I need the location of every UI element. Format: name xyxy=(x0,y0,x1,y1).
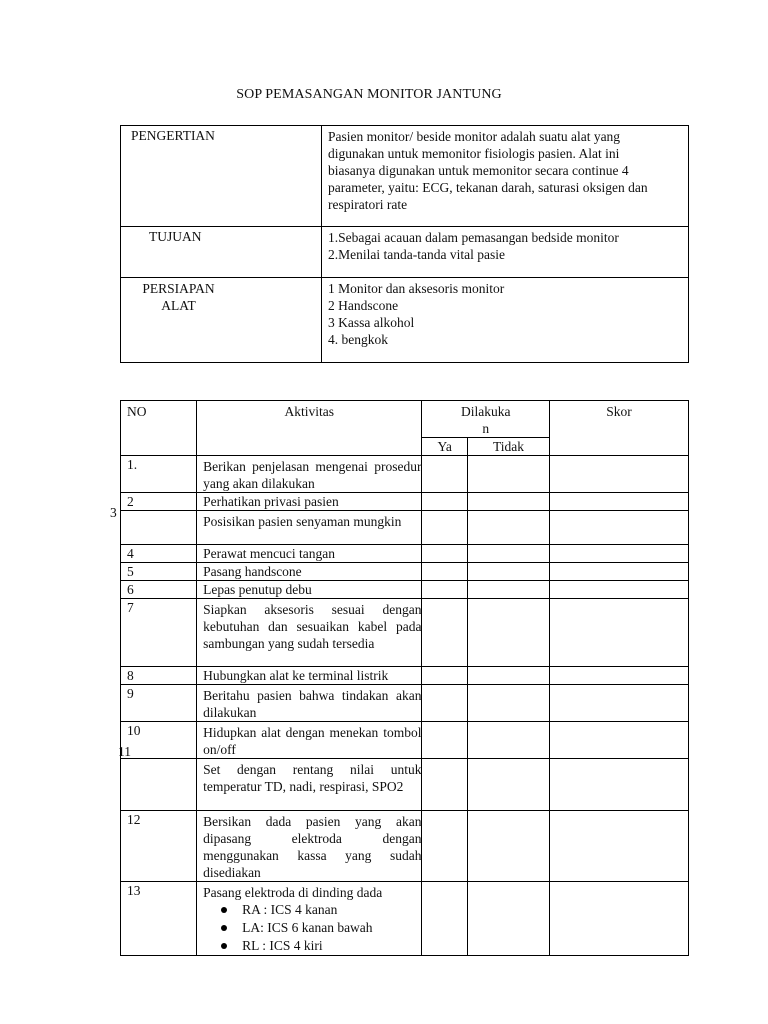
skor-cell xyxy=(550,456,689,493)
table-row xyxy=(121,545,689,563)
ya-cell xyxy=(422,493,467,511)
activity-cell xyxy=(197,581,422,599)
activity-cell xyxy=(197,545,422,563)
row-number-3: 3 xyxy=(110,505,117,520)
row-number: 12 xyxy=(121,811,197,882)
activity-cell xyxy=(197,599,422,667)
skor-cell xyxy=(550,511,689,545)
tidak-cell xyxy=(467,456,549,493)
ya-cell xyxy=(422,759,467,811)
activity-cell xyxy=(197,882,422,956)
persiapan-line: 4. bengkok xyxy=(328,332,388,347)
ya-cell xyxy=(422,563,467,581)
skor-cell xyxy=(550,563,689,581)
pengertian-row xyxy=(121,126,689,227)
document-title: SOP PEMASANGAN MONITOR JANTUNG xyxy=(236,87,502,102)
pengertian-line: Pasien monitor/ beside monitor adalah suatu alat yang xyxy=(328,129,621,144)
ya-cell xyxy=(422,667,467,685)
skor-cell xyxy=(550,759,689,811)
persiapan-line: 2 Handscone xyxy=(328,298,399,313)
tidak-cell xyxy=(467,722,549,759)
activity-text: Pasang elektroda di dinding dada xyxy=(203,885,383,900)
header-no: NO xyxy=(121,401,197,456)
pengertian-label: PENGERTIAN xyxy=(121,126,322,227)
activity-cell xyxy=(197,811,422,882)
bullet-item: RL : ICS 4 kiri xyxy=(242,937,421,955)
header-skor: Skor xyxy=(550,401,689,456)
table-row xyxy=(121,493,689,511)
activity-text: Berikan penjelasan mengenai prosedur yang akan dilakukan xyxy=(203,459,422,491)
definition-table xyxy=(120,125,689,363)
table-row xyxy=(121,759,689,811)
header-aktivitas: Aktivitas xyxy=(197,401,422,456)
tidak-cell xyxy=(467,882,549,956)
row-number: 1. xyxy=(121,456,197,493)
skor-cell xyxy=(550,545,689,563)
persiapan-content xyxy=(322,278,689,363)
skor-cell xyxy=(550,581,689,599)
table-row xyxy=(121,511,689,545)
tujuan-label: TUJUAN xyxy=(121,227,322,278)
activity-cell xyxy=(197,759,422,811)
activity-text: Beritahu pasien bahwa tindakan akan dilakukan xyxy=(203,688,422,720)
header-row xyxy=(121,401,689,438)
header-tidak: Tidak xyxy=(467,438,549,456)
row-number: 7 xyxy=(121,599,197,667)
activity-text: Bersikan dada pasien yang akan dipasang elektroda dengan menggunakan kassa yang sudah disediakan xyxy=(203,814,422,880)
table-row xyxy=(121,882,689,956)
electrode-placement-list xyxy=(197,901,421,955)
persiapan-line: 1 Monitor dan aksesoris monitor xyxy=(328,281,505,296)
row-number: 13 xyxy=(121,882,197,956)
row-number: 8 xyxy=(121,667,197,685)
tujuan-line: 1.Sebagai acauan dalam pemasangan bedside monitor xyxy=(328,230,619,245)
persiapan-row xyxy=(121,278,689,363)
tidak-cell xyxy=(467,759,549,811)
skor-cell xyxy=(550,882,689,956)
table-row xyxy=(121,581,689,599)
tidak-cell xyxy=(467,493,549,511)
row-number: 2 xyxy=(121,493,197,511)
row-number xyxy=(121,511,197,545)
persiapan-label xyxy=(121,278,322,363)
row-number: 9 xyxy=(121,685,197,722)
tidak-cell xyxy=(467,545,549,563)
activity-checklist-table xyxy=(120,400,689,956)
skor-cell xyxy=(550,599,689,667)
tujuan-line: 2.Menilai tanda-tanda vital pasie xyxy=(328,247,505,262)
activity-cell xyxy=(197,685,422,722)
skor-cell xyxy=(550,722,689,759)
header-dilakukan-line: Dilakuka xyxy=(460,404,511,419)
tidak-cell xyxy=(467,563,549,581)
header-dilakukan xyxy=(422,401,550,438)
table-row xyxy=(121,811,689,882)
table-row xyxy=(121,667,689,685)
skor-cell xyxy=(550,685,689,722)
tidak-cell xyxy=(467,811,549,882)
persiapan-line: 3 Kassa alkohol xyxy=(328,315,415,330)
activity-text: Posisikan pasien senyaman mungkin xyxy=(203,514,402,529)
row-number: 4 xyxy=(121,545,197,563)
persiapan-label-line: PERSIAPAN xyxy=(142,281,215,296)
header-dilakukan-line: n xyxy=(482,421,490,436)
pengertian-line: respiratori rate xyxy=(328,197,408,212)
tidak-cell xyxy=(467,511,549,545)
row-number-11: 11 xyxy=(118,744,131,759)
activity-text: Lepas penutup debu xyxy=(203,582,312,597)
row-number: 6 xyxy=(121,581,197,599)
table-row xyxy=(121,456,689,493)
ya-cell xyxy=(422,811,467,882)
header-ya: Ya xyxy=(422,438,467,456)
ya-cell xyxy=(422,545,467,563)
tujuan-row xyxy=(121,227,689,278)
pengertian-content xyxy=(322,126,689,227)
ya-cell xyxy=(422,882,467,956)
activity-cell xyxy=(197,722,422,759)
row-number: 10 xyxy=(121,722,197,759)
pengertian-line: digunakan untuk memonitor fisiologis pasien. Alat ini xyxy=(328,146,620,161)
row-number xyxy=(121,759,197,811)
tidak-cell xyxy=(467,685,549,722)
ya-cell xyxy=(422,722,467,759)
tidak-cell xyxy=(467,667,549,685)
tidak-cell xyxy=(467,599,549,667)
row-number: 5 xyxy=(121,563,197,581)
activity-text: Perhatikan privasi pasien xyxy=(203,494,339,509)
activity-cell xyxy=(197,667,422,685)
ya-cell xyxy=(422,599,467,667)
activity-text: Pasang handscone xyxy=(203,564,302,579)
activity-cell xyxy=(197,456,422,493)
table-row xyxy=(121,599,689,667)
ya-cell xyxy=(422,685,467,722)
ya-cell xyxy=(422,456,467,493)
activity-text: Hubungkan alat ke terminal listrik xyxy=(203,668,389,683)
skor-cell xyxy=(550,811,689,882)
bullet-item: RA : ICS 4 kanan xyxy=(242,901,421,919)
activity-text: Perawat mencuci tangan xyxy=(203,546,336,561)
bullet-item: LA: ICS 6 kanan bawah xyxy=(242,919,421,937)
activity-text: Set dengan rentang nilai untuk temperatur TD, nadi, respirasi, SPO2 xyxy=(203,762,422,794)
persiapan-label-line: ALAT xyxy=(161,298,196,313)
tidak-cell xyxy=(467,581,549,599)
skor-cell xyxy=(550,493,689,511)
table-row xyxy=(121,722,689,759)
skor-cell xyxy=(550,667,689,685)
table-row xyxy=(121,563,689,581)
pengertian-line: parameter, yaitu: ECG, tekanan darah, saturasi oksigen dan xyxy=(328,180,648,195)
activity-cell xyxy=(197,511,422,545)
activity-cell xyxy=(197,493,422,511)
pengertian-line: biasanya digunakan untuk memonitor secara continue 4 xyxy=(328,163,629,178)
ya-cell xyxy=(422,581,467,599)
activity-text: Hidupkan alat dengan menekan tombol on/off xyxy=(203,725,422,757)
ya-cell xyxy=(422,511,467,545)
tujuan-content xyxy=(322,227,689,278)
activity-cell xyxy=(197,563,422,581)
table-row xyxy=(121,685,689,722)
activity-text: Siapkan aksesoris sesuai dengan kebutuhan dan sesuaikan kabel pada sambungan yang sudah tersedia xyxy=(203,602,422,651)
